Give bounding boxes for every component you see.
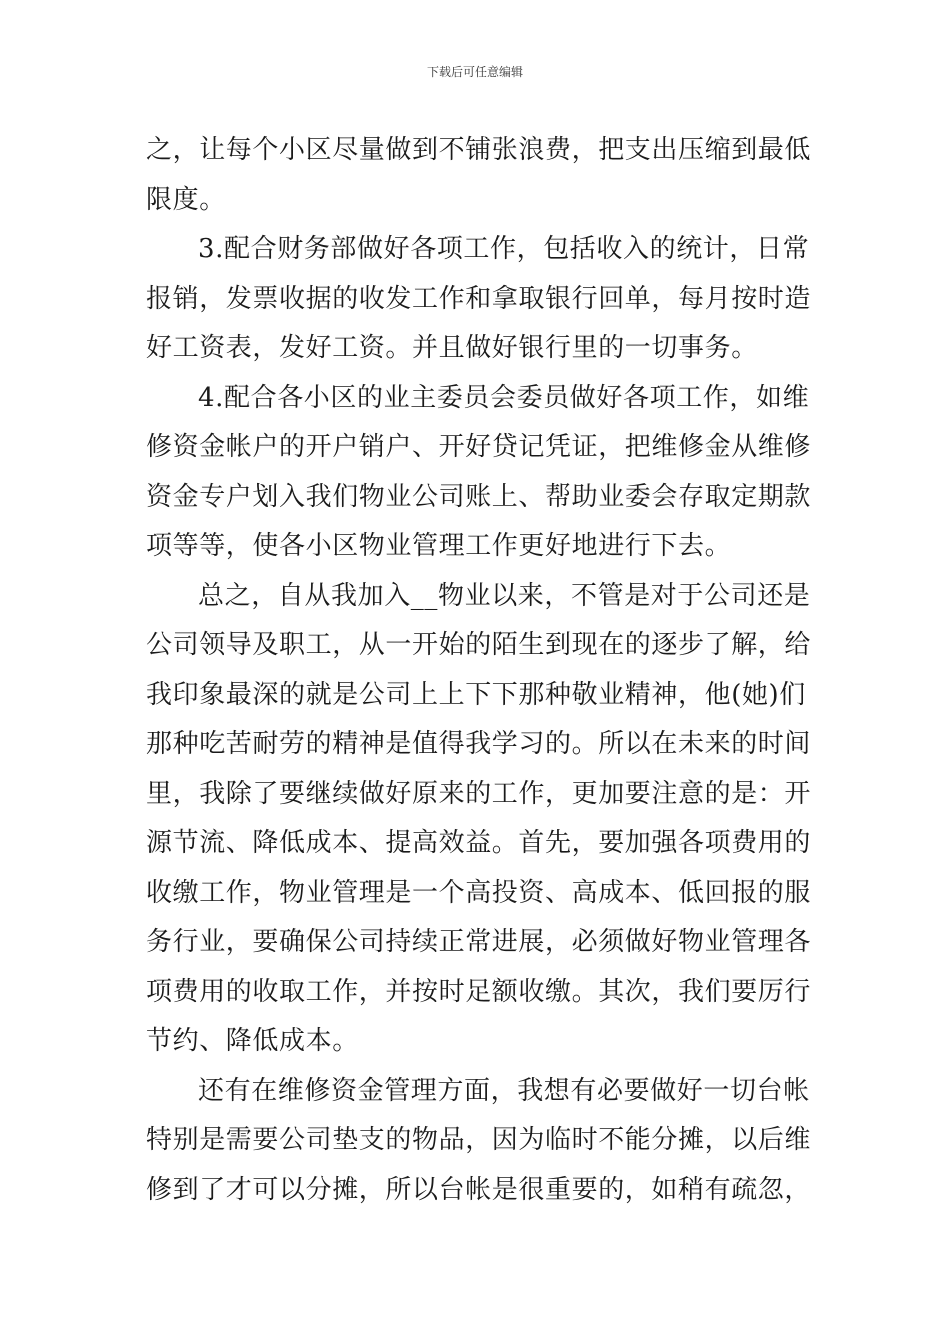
text-line: 那种吃苦耐劳的精神是值得我学习的。所以在未来的时间	[146, 729, 812, 759]
text-line: 我印象最深的就是公司上上下下那种敬业精神，他(她)们	[146, 679, 806, 710]
text-line: 好工资表，发好工资。并且做好银行里的一切事务。	[146, 333, 758, 363]
text-line: 之，让每个小区尽量做到不铺张浪费，把支出压缩到最低	[146, 135, 812, 165]
text-line: 限度。	[146, 184, 226, 215]
text-line: 公司领导及职工，从一开始的陌生到现在的逐步了解，给	[146, 630, 812, 660]
text-line: 3.配合财务部做好各项工作，包括收入的统计，日常	[198, 234, 810, 264]
document-body	[146, 126, 812, 1215]
text-line: 节约、降低成本。	[146, 1026, 359, 1056]
text-line: 资金专户划入我们物业公司账上、帮助业委会存取定期款	[146, 481, 812, 512]
text-line: 收缴工作，物业管理是一个高投资、高成本、低回报的服	[146, 877, 812, 908]
text-line: 里，我除了要继续做好原来的工作，更加要注意的是：开	[146, 778, 812, 809]
text-line: 项等等，使各小区物业管理工作更好地进行下去。	[146, 531, 732, 561]
text-line: 报销，发票收据的收发工作和拿取银行回单，每月按时造	[146, 283, 812, 314]
text-line: 务行业，要确保公司持续正常进展，必须做好物业管理各	[146, 927, 812, 957]
text-line: 修到了才可以分摊，所以台帐是很重要的，如稍有疏忽，	[146, 1174, 812, 1205]
text-line: 4.配合各小区的业主委员会委员做好各项工作，如维	[198, 382, 810, 413]
text-line: 项费用的收取工作，并按时足额收缴。其次，我们要厉行	[146, 976, 812, 1007]
text-line: 还有在维修资金管理方面，我想有必要做好一切台帐	[198, 1075, 810, 1106]
text-line: 修资金帐户的开户销户、开好贷记凭证，把维修金从维修	[146, 432, 812, 462]
text-line: 总之，自从我加入__物业以来，不管是对于公司还是	[198, 580, 811, 611]
text-line: 源节流、降低成本、提高效益。首先，要加强各项费用的	[146, 828, 812, 858]
text-line: 特别是需要公司垫支的物品，因为临时不能分摊，以后维	[146, 1125, 812, 1155]
page-header-note: 下载后可任意编辑	[426, 65, 523, 79]
